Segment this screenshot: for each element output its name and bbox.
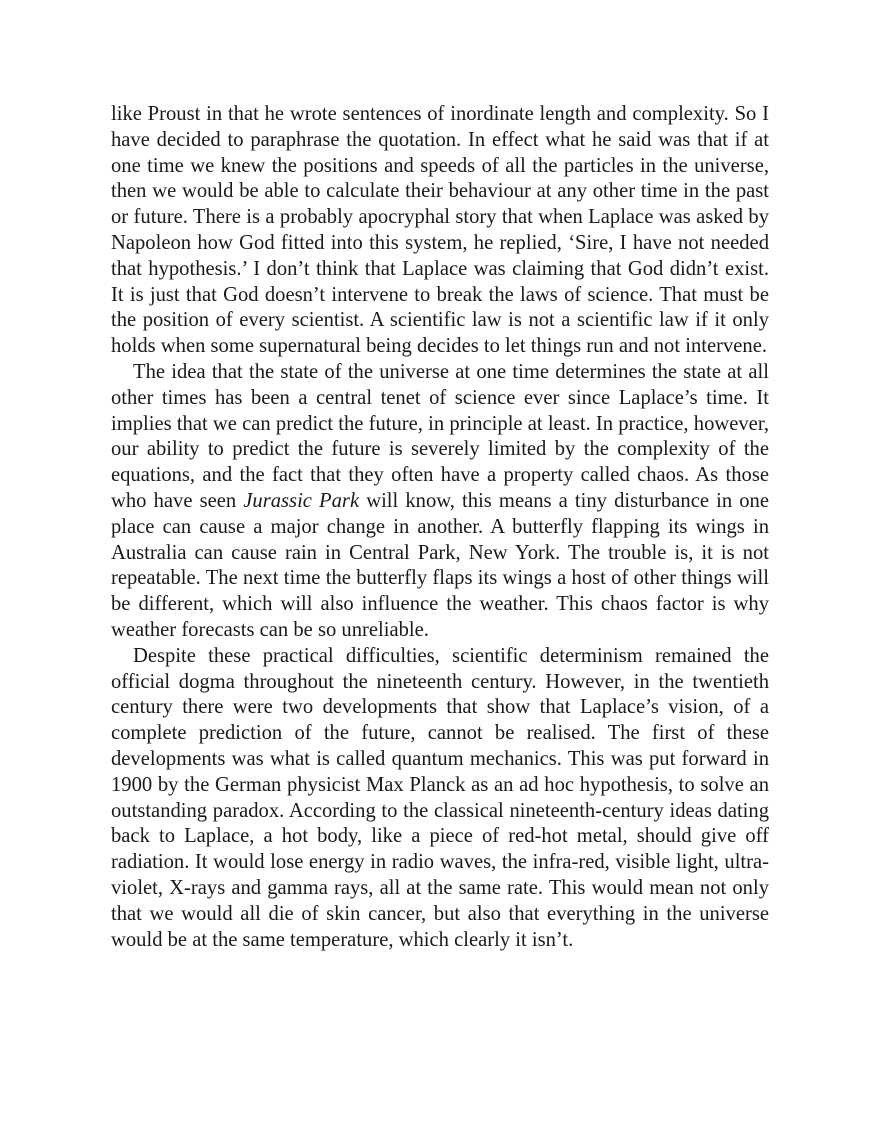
italic-film-title: Jurassic Park [243,489,360,512]
paragraph-1: like Proust in that he wrote sentences of inordinate length and complexity. So I have decided to paraphrase the quotation. In effect what he said was that if at one time we knew the positions and speeds of all the particles in the universe, then we would be able to calculate their behaviour at any other time in the past or future. There is a probably apocryphal story that when Laplace was asked by Napoleon how God fitted into this system, he replied, ‘Sire, I have not needed that hypothesis.’ I don’t think that Laplace was claiming that God didn’t exist. It is just that God doesn’t intervene to break the laws of science. That must be the position of every scientist. A scientific law is not a scientific law if it only holds when some supernatural being decides to let things run and not intervene. [111,103,769,358]
document-page [111,102,769,953]
paragraph-2 [111,360,769,644]
paragraph-2-text-start: The idea that the state of the universe at one time determines the state at all other times has been a central tenet of science ever since Laplace’s time. It implies that we can predict the future, in principle at least. In practice, however, our ability to predict the future is severely limited by the complexity of the equations, and the fact that they often have a property called chaos. As those who have seen [111,360,769,512]
paragraph-3: Despite these practical difficulties, scientific determinism remained the official dogma throughout the nineteenth century. However, in the twentieth century there were two developments that show that Laplace’s vision, of a complete prediction of the future, cannot be realised. The first of these developments was what is called quantum mechanics. This was put forward in 1900 by the German physicist Max Planck as an ad hoc hypothesis, to solve an outstanding paradox. According to the classical nineteenth-century ideas dating back to Laplace, a hot body, like a piece of red-hot metal, should give off radiation. It would lose energy in radio waves, the infra-red, visible light, ultra-violet, X-rays and gamma rays, all at the same rate. This would mean not only that we would all die of skin cancer, but also that everything in the universe would be at the same temperature, which clearly it isn’t. [111,644,769,951]
paragraph-2-text-end: will know, this means a tiny disturbance in one place can cause a major change in another. A butterfly flapping its wings in Australia can cause rain in Central Park, New York. The trouble is, it is not repeatable. The next time the butterfly flaps its wings a host of other things will be different, which will also influence the weather. This chaos factor is why weather forecasts can be so unreliable. [111,489,769,641]
